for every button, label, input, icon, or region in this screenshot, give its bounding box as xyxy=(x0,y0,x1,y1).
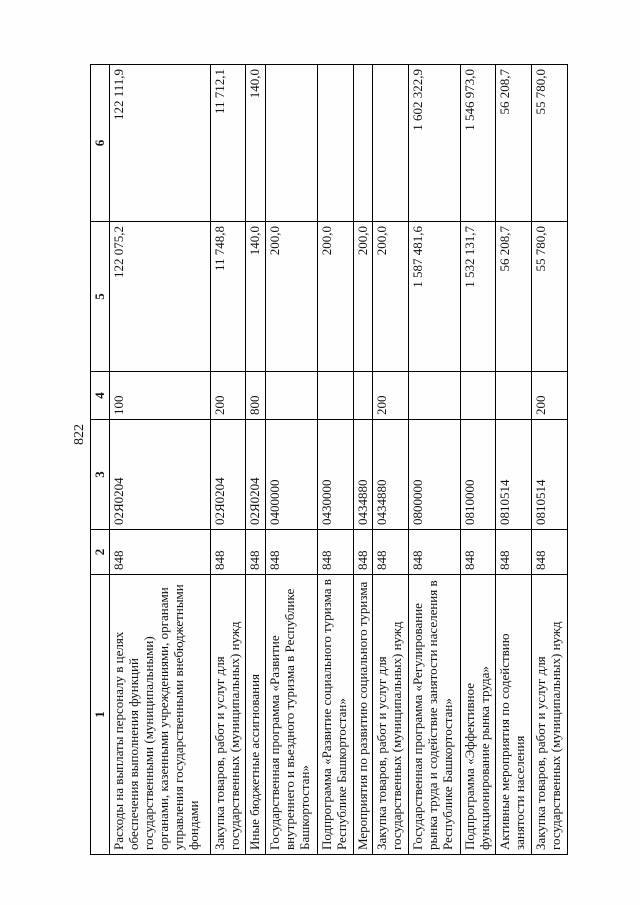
table-row xyxy=(408,65,460,855)
ministry-code-cell: 848 xyxy=(532,530,568,575)
expense-type-cell xyxy=(353,372,372,420)
amount-year1-cell: 1 587 481,6 xyxy=(408,222,460,372)
expense-type-cell: 100 xyxy=(110,372,211,420)
description-cell: Закупка товаров, работ и услуг для государственных (муниципальных) нужд xyxy=(532,575,568,855)
target-article-cell: 02Я0204 xyxy=(110,420,211,530)
ministry-code-cell: 848 xyxy=(496,530,532,575)
target-article-cell: 0434880 xyxy=(373,420,409,530)
expense-type-cell: 200 xyxy=(210,372,246,420)
table-row xyxy=(373,65,409,855)
ministry-code-cell: 848 xyxy=(246,530,265,575)
expense-type-cell xyxy=(408,372,460,420)
amount-year1-cell: 11 748,8 xyxy=(210,222,246,372)
table-row xyxy=(532,65,568,855)
table-row xyxy=(460,65,496,855)
header-cell: 4 xyxy=(91,372,110,420)
amount-year2-cell: 140,0 xyxy=(246,65,265,222)
header-cell: 1 xyxy=(91,575,110,855)
header-cell: 2 xyxy=(91,530,110,575)
amount-year2-cell xyxy=(353,65,372,222)
expense-type-cell: 800 xyxy=(246,372,265,420)
target-article-cell: 0400000 xyxy=(265,420,317,530)
ministry-code-cell: 848 xyxy=(110,530,211,575)
ministry-code-cell: 848 xyxy=(373,530,409,575)
header-row xyxy=(91,65,110,855)
ministry-code-cell: 848 xyxy=(408,530,460,575)
amount-year1-cell: 140,0 xyxy=(246,222,265,372)
table-body xyxy=(110,65,568,855)
header-cell: 5 xyxy=(91,222,110,372)
table-row xyxy=(496,65,532,855)
expense-type-cell: 200 xyxy=(532,372,568,420)
amount-year2-cell: 1 546 973,0 xyxy=(460,65,496,222)
target-article-cell: 0434880 xyxy=(353,420,372,530)
amount-year1-cell: 122 075,2 xyxy=(110,222,211,372)
amount-year1-cell: 200,0 xyxy=(265,222,317,372)
amount-year2-cell: 1 602 322,9 xyxy=(408,65,460,222)
amount-year1-cell: 1 532 131,7 xyxy=(460,222,496,372)
description-cell: Закупка товаров, работ и услуг для государственных (муниципальных) нужд xyxy=(373,575,409,855)
ministry-code-cell: 848 xyxy=(460,530,496,575)
ministry-code-cell: 848 xyxy=(317,530,353,575)
amount-year2-cell xyxy=(373,65,409,222)
table-row xyxy=(265,65,317,855)
expense-type-cell xyxy=(496,372,532,420)
description-cell: Закупка товаров, работ и услуг для государственных (муниципальных) нужд xyxy=(210,575,246,855)
amount-year1-cell: 55 780,0 xyxy=(532,222,568,372)
target-article-cell: 0800000 xyxy=(408,420,460,530)
expense-type-cell: 200 xyxy=(373,372,409,420)
amount-year2-cell xyxy=(317,65,353,222)
table-row xyxy=(110,65,211,855)
amount-year1-cell: 200,0 xyxy=(317,222,353,372)
description-cell: Подпрограмма «Развитие социального туризма в Республике Башкортостан» xyxy=(317,575,353,855)
amount-year1-cell: 200,0 xyxy=(353,222,372,372)
rotated-content xyxy=(90,65,568,855)
description-cell: Государственная программа «Развитие внутреннего и въездного туризма в Республике Башкортостан» xyxy=(265,575,317,855)
budget-table xyxy=(90,64,568,855)
target-article-cell: 0810514 xyxy=(496,420,532,530)
description-cell: Государственная программа «Регулирование рынка труда и содействие занятости населения в Республике Башкортостан» xyxy=(408,575,460,855)
description-cell: Мероприятия по развитию социального туризма xyxy=(353,575,372,855)
header-cell: 6 xyxy=(91,65,110,222)
description-cell: Иные бюджетные ассигнования xyxy=(246,575,265,855)
ministry-code-cell: 848 xyxy=(210,530,246,575)
table-row xyxy=(353,65,372,855)
expense-type-cell xyxy=(317,372,353,420)
description-cell: Расходы на выплаты персоналу в целях обеспечения выполнения функций государственными (муниципальными) органами, казенными учреждениями, органами управления государственными внебюджетными фондами xyxy=(110,575,211,855)
description-cell: Активные мероприятия по содействию занятости населения xyxy=(496,575,532,855)
table-row xyxy=(246,65,265,855)
amount-year2-cell: 55 780,0 xyxy=(532,65,568,222)
page-number: 822 xyxy=(72,424,87,445)
ministry-code-cell: 848 xyxy=(353,530,372,575)
description-cell: Подпрограмма «Эффективное функционирование рынка труда» xyxy=(460,575,496,855)
target-article-cell: 0430000 xyxy=(317,420,353,530)
expense-type-cell xyxy=(460,372,496,420)
table-row xyxy=(210,65,246,855)
amount-year2-cell: 122 111,9 xyxy=(110,65,211,222)
amount-year2-cell: 56 208,7 xyxy=(496,65,532,222)
target-article-cell: 0810000 xyxy=(460,420,496,530)
target-article-cell: 0810514 xyxy=(532,420,568,530)
header-cell: 3 xyxy=(91,420,110,530)
table-row xyxy=(317,65,353,855)
amount-year2-cell: 11 712,1 xyxy=(210,65,246,222)
target-article-cell: 02Я0204 xyxy=(246,420,265,530)
amount-year1-cell: 200,0 xyxy=(373,222,409,372)
amount-year1-cell: 56 208,7 xyxy=(496,222,532,372)
target-article-cell: 02Я0204 xyxy=(210,420,246,530)
ministry-code-cell: 848 xyxy=(265,530,317,575)
expense-type-cell xyxy=(265,372,317,420)
amount-year2-cell xyxy=(265,65,317,222)
